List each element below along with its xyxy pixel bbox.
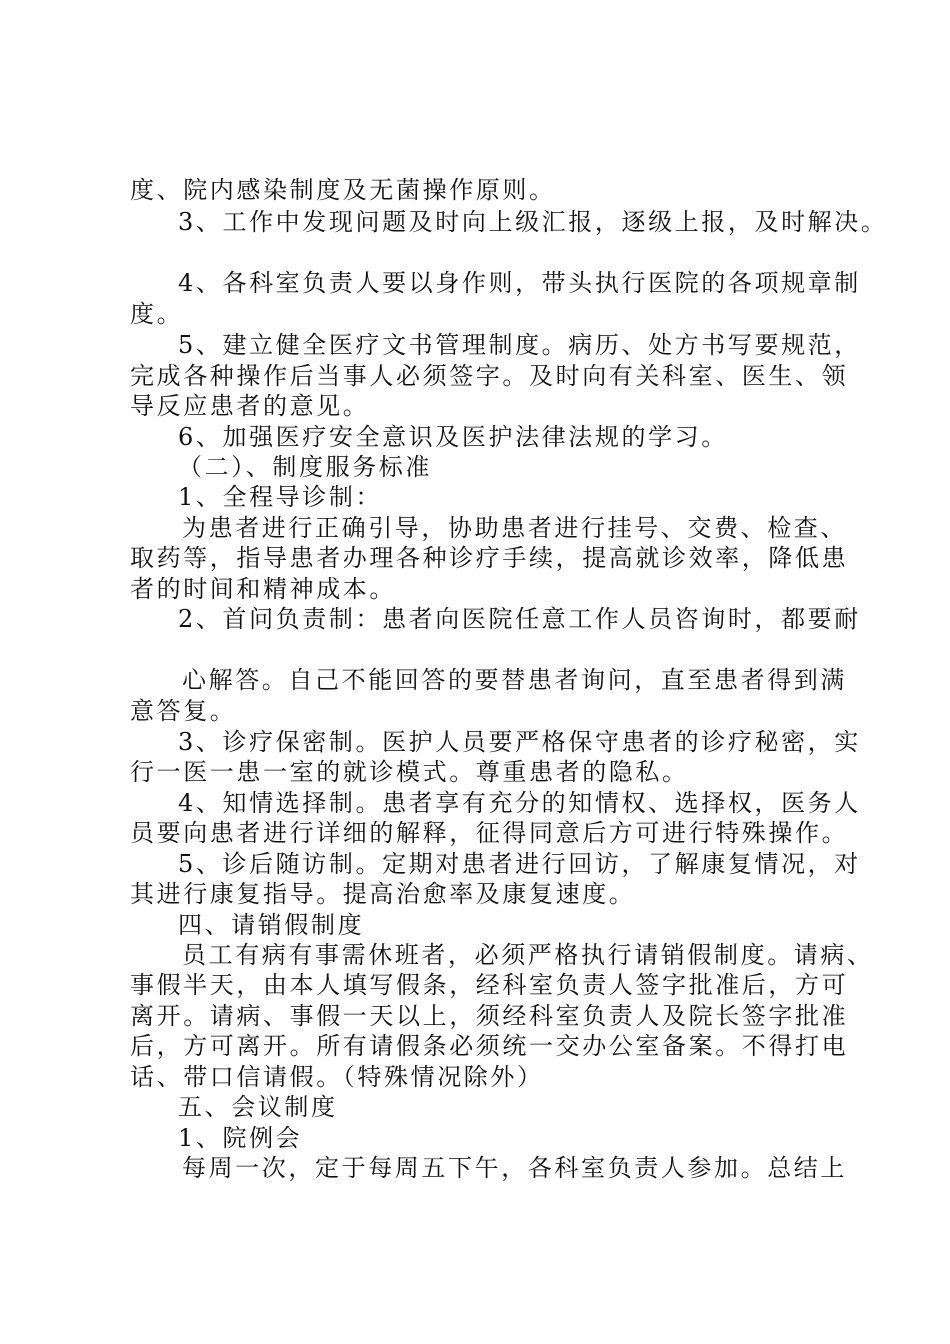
text-line: 员工有病有事需休班者，必须严格执行请销假制度。请病、 (182, 941, 874, 969)
text-line: 每周一次，定于每周五下午，各科室负责人参加。总结上 (182, 1154, 847, 1182)
text-line: 心解答。自己不能回答的要替患者询问，直至患者得到满 (182, 666, 847, 694)
text-line: 1、院例会 (178, 1124, 303, 1152)
text-line: 员要向患者进行详细的解释，征得同意后方可进行特殊操作。 (130, 819, 849, 847)
text-line: 完成各种操作后当事人必须签字。及时向有关科室、医生、领 (130, 362, 849, 390)
text-line: 3、诊疗保密制。医护人员要严格保守患者的诊疗秘密，实 (178, 728, 861, 756)
text-line: 4、知情选择制。患者享有充分的知情权、选择权，医务人 (178, 789, 861, 817)
text-line: 后，方可离开。所有请假条必须统一交办公室备案。不得打电 (130, 1032, 849, 1060)
text-line: 4、各科室负责人要以身作则，带头执行医院的各项规章制 (178, 269, 861, 297)
text-line: 1、全程导诊制： (178, 483, 383, 511)
text-line: 导反应患者的意见。 (130, 392, 370, 420)
text-line: 2、首问负责制：患者向医院任意工作人员咨询时，都要耐 (178, 605, 861, 633)
text-line: 度、院内感染制度及无菌操作原则。 (130, 176, 556, 204)
text-line: 离开。请病、事假一天以上，须经科室负责人及院长签字批准 (130, 1002, 849, 1030)
text-line: 意答复。 (130, 697, 237, 725)
text-line: 为患者进行正确引导，协助患者进行挂号、交费、检查、 (182, 514, 847, 542)
text-line: 6、加强医疗安全意识及医护法律法规的学习。 (178, 423, 728, 451)
section-heading: 五、会议制度 (178, 1093, 338, 1121)
text-line: 度。 (130, 300, 184, 328)
section-heading: （二）、制度服务标准 (178, 453, 432, 481)
text-line: 行一医一患一室的就诊模式。尊重患者的隐私。 (130, 758, 689, 786)
text-line: 取药等，指导患者办理各种诊疗手续，提高就诊效率，降低患 (130, 544, 849, 572)
text-line: 5、建立健全医疗文书管理制度。病历、处方书写要规范， (178, 331, 861, 359)
text-line: 5、诊后随访制。定期对患者进行回访，了解康复情况，对 (178, 850, 861, 878)
section-heading: 四、请销假制度 (178, 911, 365, 939)
text-line: 者的时间和精神成本。 (130, 575, 396, 603)
text-line: 其进行康复指导。提高治愈率及康复速度。 (130, 880, 636, 908)
text-line: 3、工作中发现问题及时向上级汇报，逐级上报，及时解决。 (178, 208, 888, 236)
text-line: 事假半天，由本人填写假条，经科室负责人签字批准后，方可 (130, 971, 849, 999)
text-line: 话、带口信请假。（特殊情况除外） (130, 1063, 544, 1091)
